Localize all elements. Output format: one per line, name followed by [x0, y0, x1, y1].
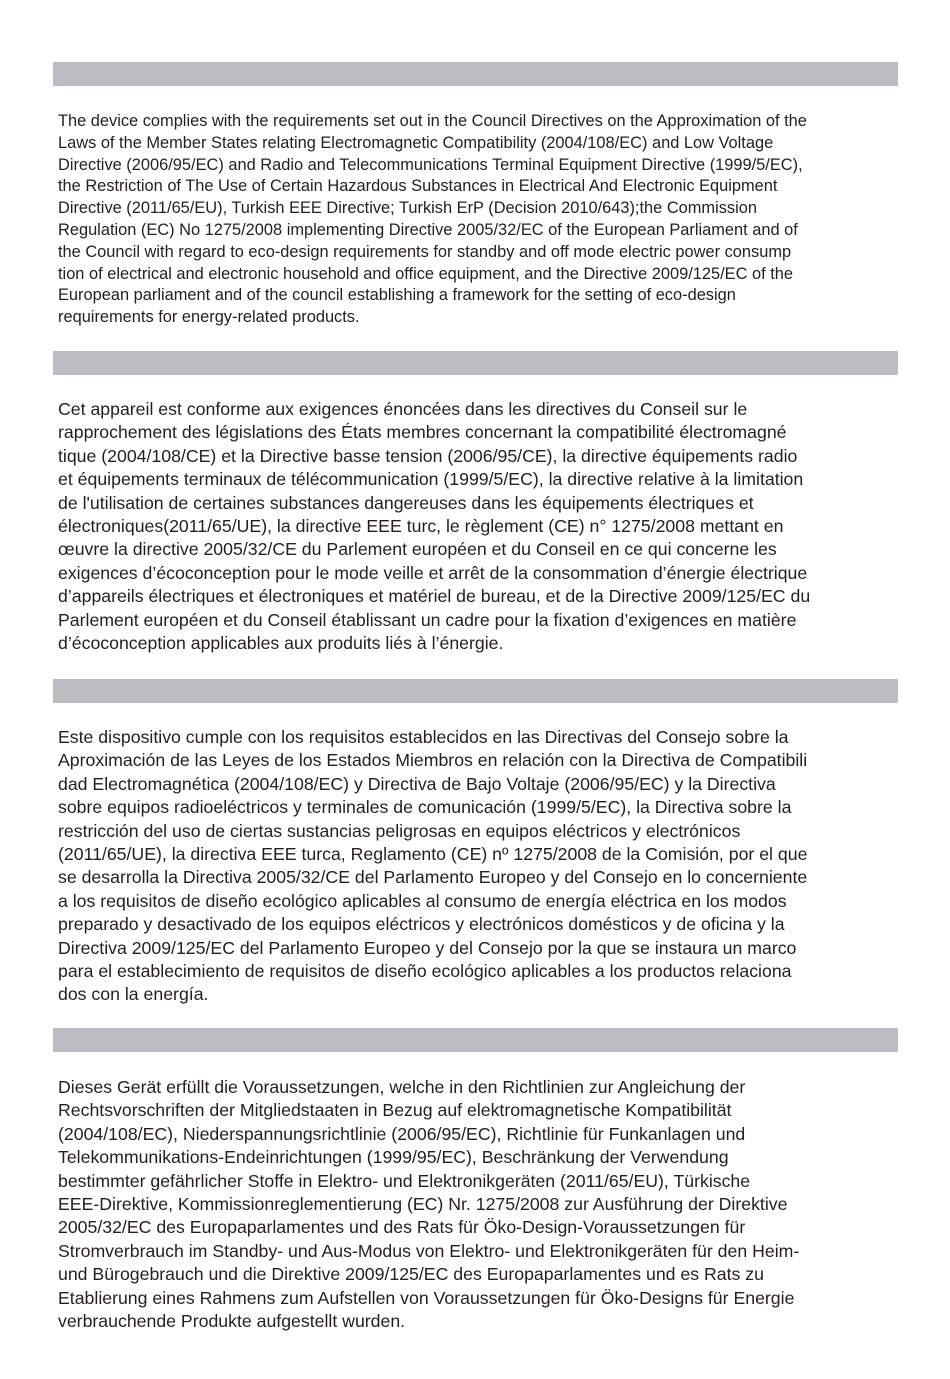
compliance-text-es: Este dispositivo cumple con los requisitos establecidos en las Directivas del Consejo sobre la Aproximación de las Leyes de los Estados Miembros en relación con la Directiva de Compatibili dad Electromagnética (2004/108/EC) y Directiva de Bajo Voltaje (2006/95/EC) y la Directiva sobre equipos radioeléctricos y terminales de comunicación (1999/5/EC), la Directiva sobre la restricción del uso de ciertas sustancias peligrosas en equipos eléctricos y electrónicos (2011/65/UE), la directiva EEE turca, Reglamento (CE) nº 1275/2008 de la Comisión, por el que se desarrolla la Directiva 2005/32/CE del Parlamento Europeo y del Consejo en lo concerniente a los requisitos de diseño ecológico aplicables al consumo de energía eléctrica en los modos preparado y desactivado de los equipos eléctricos y electrónicos domésticos y de oficina y la Directiva 2009/125/EC del Parlamento Europeo y del Consejo por la que se instaura un marco para el establecimiento de requisitos de diseño ecológico aplicables a los productos relaciona dos con la energía.: [58, 727, 808, 1005]
compliance-text-de: Dieses Gerät erfüllt die Voraussetzungen, welche in den Richtlinien zur Angleichung der Rechtsvorschriften der Mitgliedstaaten in Bezug auf elektromagnetische Kompatibilität (2004/108/EC), Niederspannungsrichtlinie (2006/95/EC), Richtlinie für Funkanlagen und Telekommunikations-Endeinrichtungen (1999/95/EC), Beschränkung der Verwendung bestimmter gefährlicher Stoffe in Elektro- und Elektronikgeräten (2011/65/EU), Türkische EEE-Direktive, Kommissionreglementierung (EC) Nr. 1275/2008 zur Ausführung der Direktive 2005/32/EC des Europaparlamentes und des Rats für Öko-Design-Voraussetzungen für Stromverbrauch im Standby- und Aus-Modus von Elektro- und Elektronikgeräten für den Heim- und Bürogebrauch und die Direktive 2009/125/EC des Europaparlamentes und es Rats zu Etablierung eines Rahmens zum Aufstellen von Voraussetzungen für Öko-Designs für Energie verbrauchende Produkte aufgestellt wurden.: [58, 1077, 800, 1332]
section-header-bar-de: [53, 1028, 898, 1052]
compliance-text-fr: Cet appareil est conforme aux exigences énoncées dans les directives du Conseil sur le rapprochement des législations des États membres concernant la compatibilité électromagné tique (2004/108/CE) et la Directive basse tension (2006/95/CE), la directive équipements radio et équipements terminaux de télécommunication (1999/5/EC), la directive relative à la limitation de l'utilisation de certaines substances dangereuses dans les équipements électriques et électroniques(2011/65/UE), la directive EEE turc, le règlement (CE) n° 1275/2008 mettant en œuvre la directive 2005/32/CE du Parlement européen et du Conseil en ce qui concerne les exigences d’écoconception pour le mode veille et arrêt de la consommation d’énergie électrique d’appareils électriques et électroniques et matériel de bureau, et de la Directive 2009/125/EC du Parlement européen et du Conseil établissant un cadre pour la fixation d’exigences en matière d’écoconception applicables aux produits liés à l’énergie.: [58, 399, 811, 654]
compliance-text-en: The device complies with the requirements set out in the Council Directives on the Approximation of the Laws of the Member States relating Electromagnetic Compatibility (2004/108/EC) and Low Voltage Directive (2006/95/EC) and Radio and Telecommunications Terminal Equipment Directive (1999/5/EC), the Restriction of The Use of Certain Hazardous Substances in Electrical And Electronic Equipment Directive (2011/65/EU), Turkish EEE Directive; Turkish ErP (Decision 2010/643);the Commission Regulation (EC) No 1275/2008 implementing Directive 2005/32/EC of the European Parliament and of the Council with regard to eco-design requirements for standby and off mode electric power consump tion of electrical and electronic household and office equipment, and the Directive 2009/125/EC of the European parliament and of the council establishing a framework for the setting of eco-design requirements for energy-related products.: [58, 112, 807, 327]
section-header-bar-en: [53, 62, 898, 86]
section-header-bar-fr: [53, 351, 898, 375]
section-header-bar-es: [53, 679, 898, 703]
